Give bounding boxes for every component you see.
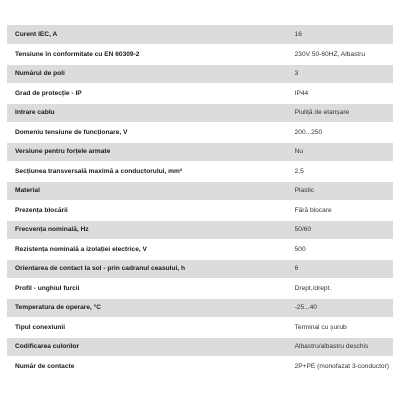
spec-value: 2P+PE (monofazat 3-conductor) [294, 362, 389, 370]
spec-row-connection-type [7, 318, 393, 338]
spec-value: Terminal cu șurub [294, 323, 347, 331]
spec-label: Rezistența nominală a izolației electrice, V [15, 245, 147, 253]
spec-label: Frecvența nominală, Hz [15, 226, 89, 234]
spec-row-ip-rating [7, 84, 393, 104]
spec-label: Tensiune în conformitate cu EN 60309-2 [15, 50, 140, 58]
spec-value: Piuliță de etanșare [294, 109, 350, 117]
spec-row-voltage [7, 45, 393, 65]
spec-value: Plastic [294, 187, 315, 195]
spec-label: Temperatura de operare, °C [15, 304, 102, 312]
spec-row-profile [7, 279, 393, 299]
spec-value: 3 [294, 70, 299, 78]
spec-row-contacts [7, 357, 393, 377]
spec-value: Nu [294, 148, 304, 156]
spec-label: Material [15, 187, 40, 195]
spec-label: Orientarea de contact la sol - prin cadranul ceasului, h [15, 265, 186, 273]
spec-value: 230V 50-60HZ, Albastru [294, 50, 365, 58]
spec-label: Codificarea culorilor [15, 343, 80, 351]
spec-value: 16 [294, 31, 302, 38]
spec-label: Profil - unghiul furcii [15, 284, 80, 292]
spec-value: IP44 [294, 89, 309, 97]
spec-value: 6 [294, 265, 299, 273]
spec-value: Albastru/albastru deschis [294, 343, 369, 351]
spec-table-body [7, 25, 393, 376]
spec-row-locking [7, 201, 393, 221]
spec-label: Curent IEC, A [15, 31, 58, 38]
spec-label: Secțiunea transversală maximă a conductorului, mm² [15, 167, 183, 175]
spec-label: Tipul conexiunii [15, 323, 66, 331]
spec-row-operating-temperature [7, 298, 393, 318]
spec-row-poles [7, 64, 393, 84]
spec-value: 50/60 [294, 226, 312, 234]
spec-row-voltage-range [7, 123, 393, 143]
spec-value: Fără blocare [294, 206, 332, 214]
spec-row-frequency [7, 220, 393, 240]
spec-label: Numărul de poli [15, 70, 65, 78]
spec-value: Drept./drept. [294, 284, 332, 292]
spec-value: 200...250 [294, 128, 323, 136]
spec-value: 2,5 [294, 167, 304, 175]
spec-row-cable-entry [7, 103, 393, 123]
spec-row-ground-contact [7, 259, 393, 279]
spec-label: Versiune pentru forțele armate [15, 148, 111, 156]
spec-row-insulation-resistance [7, 240, 393, 260]
spec-label: Domeniu tensiune de funcționare, V [15, 128, 128, 136]
spec-row-military-version [7, 142, 393, 162]
spec-row-conductor-section [7, 162, 393, 182]
spec-label: Grad de protecție - IP [15, 89, 82, 97]
spec-row-current [7, 25, 393, 45]
spec-value: -25...40 [294, 304, 317, 312]
spec-label: Prezența blocării [15, 206, 68, 214]
spec-table [7, 25, 393, 377]
spec-row-material [7, 181, 393, 201]
spec-row-color-coding [7, 337, 393, 357]
spec-value: 500 [294, 245, 306, 253]
spec-label: Număr de contacte [15, 362, 75, 370]
spec-label: Intrare cablu [15, 109, 55, 117]
